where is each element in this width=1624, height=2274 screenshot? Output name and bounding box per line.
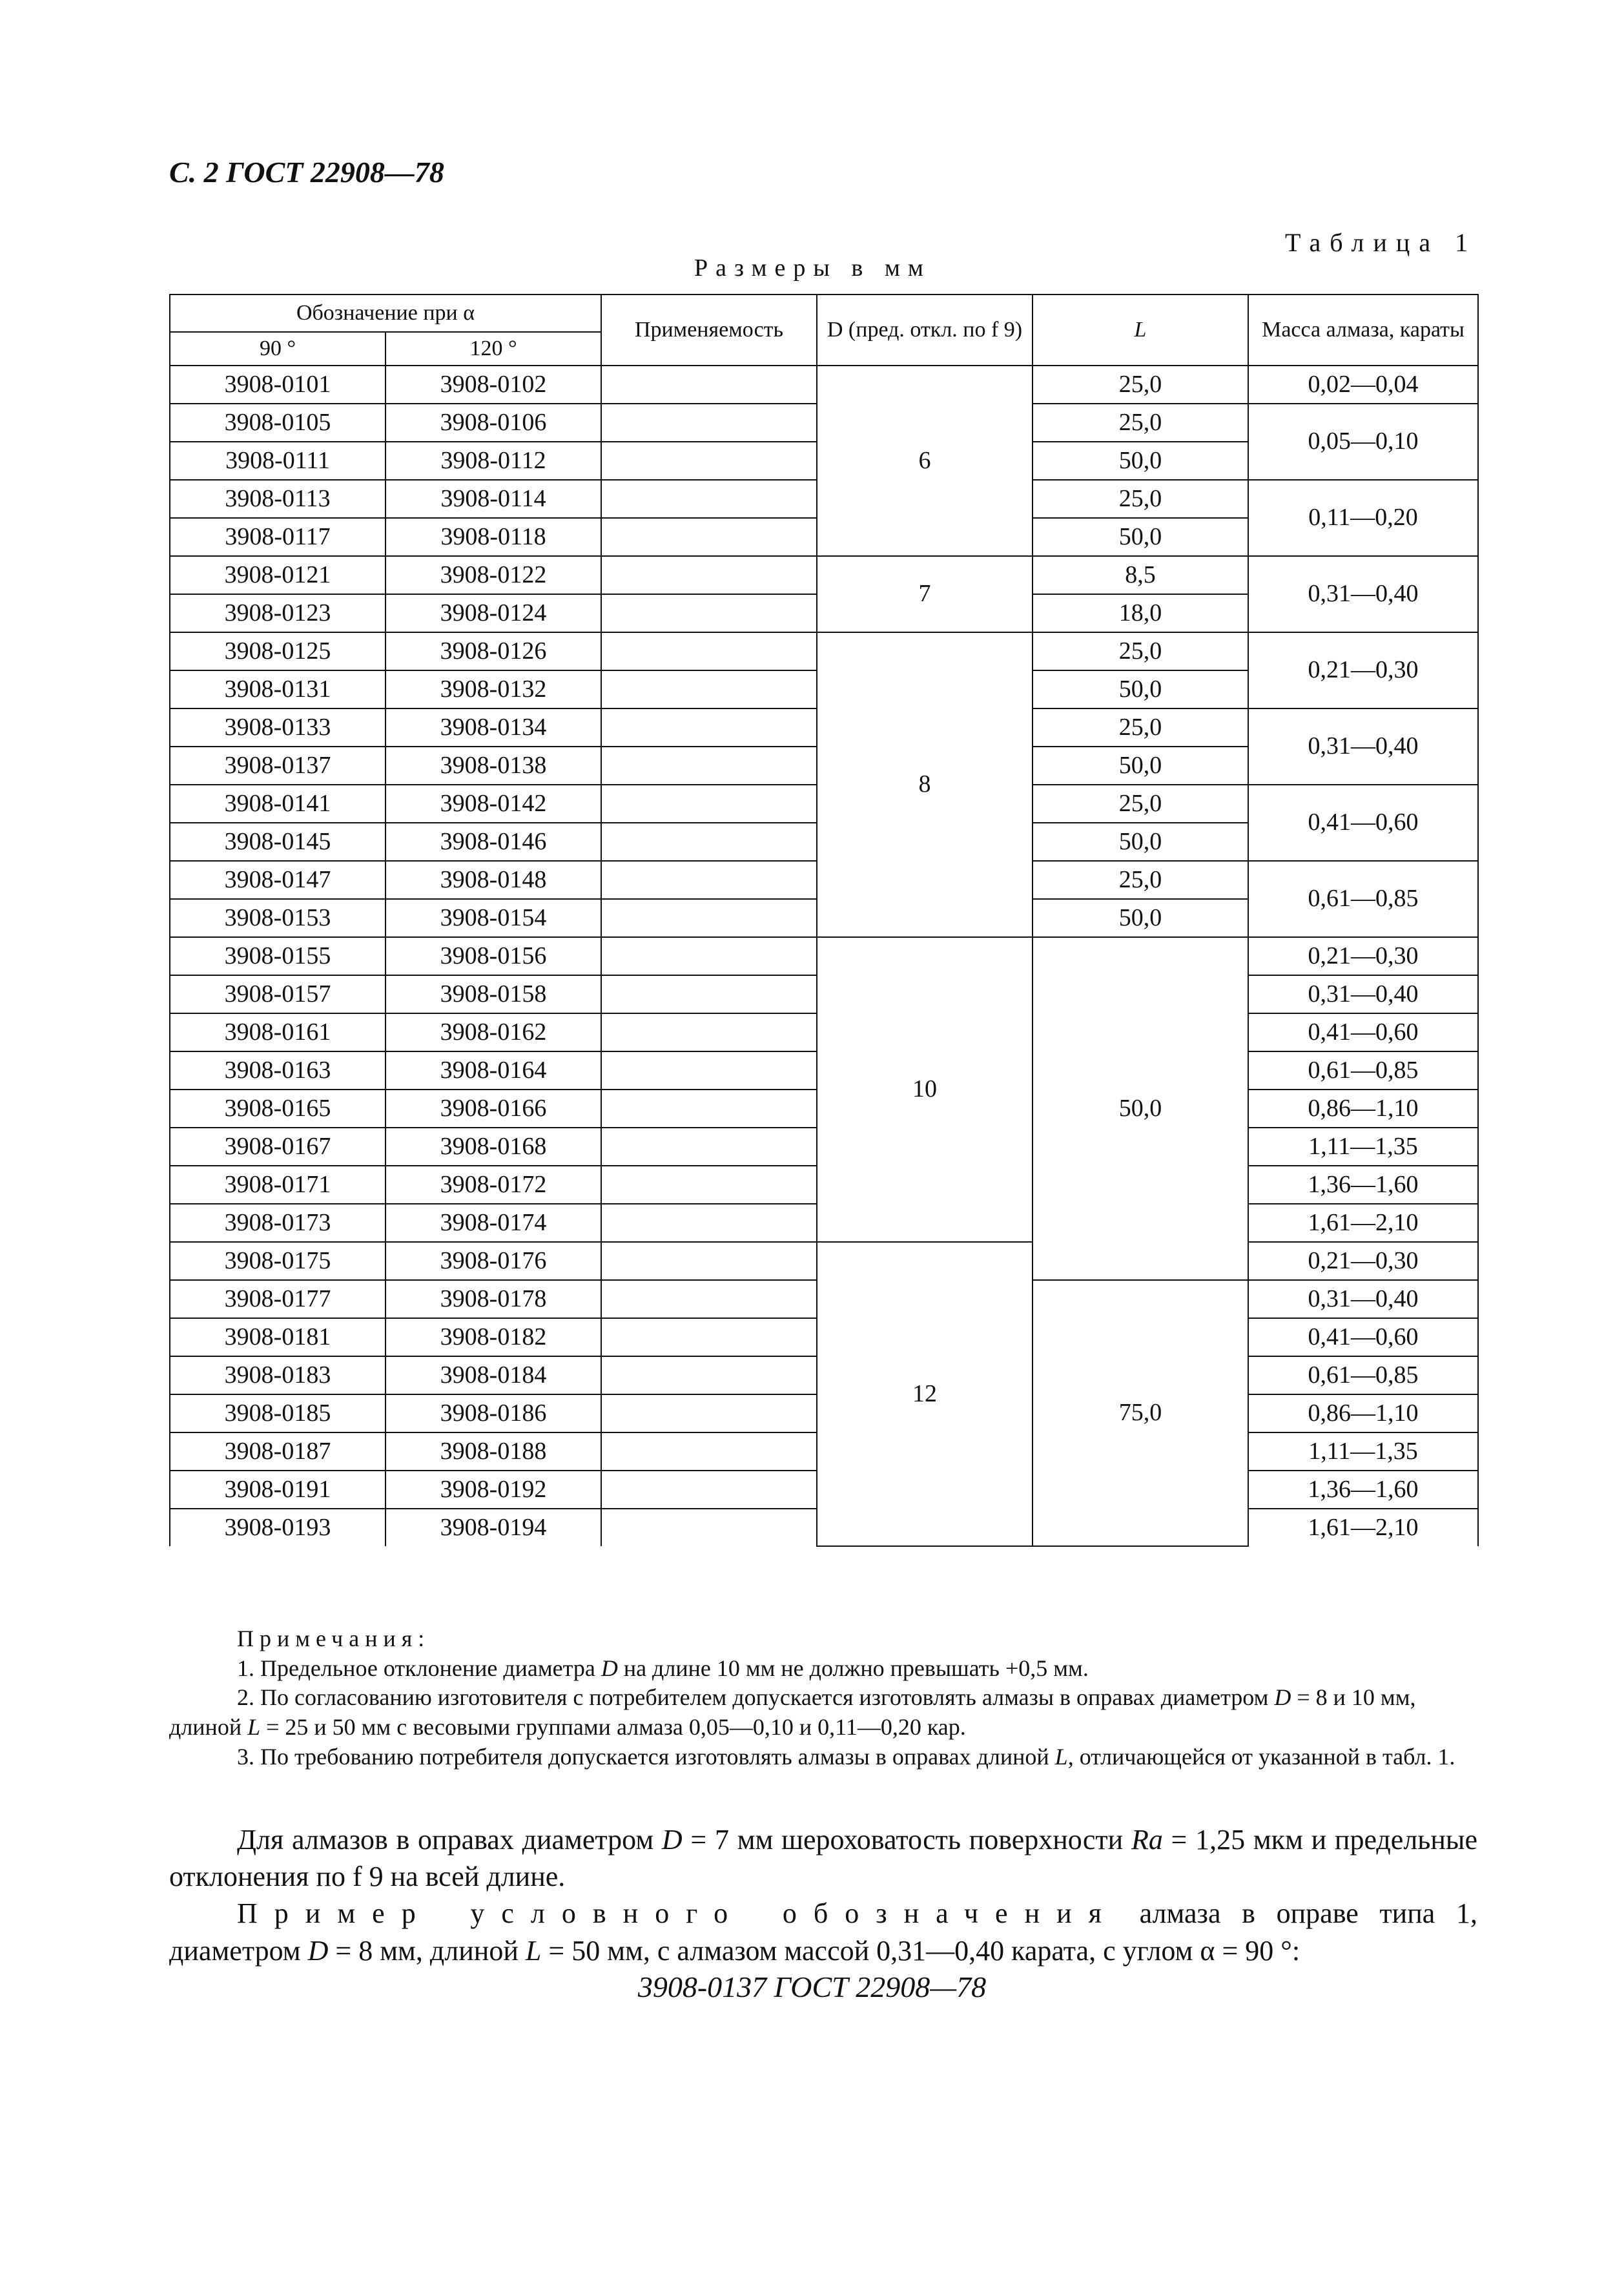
mass-cell: 0,21—0,30 <box>1248 632 1478 708</box>
designation-120: 3908-0188 <box>385 1432 601 1471</box>
mass-cell: 0,05—0,10 <box>1248 404 1478 480</box>
designation-120: 3908-0166 <box>385 1090 601 1128</box>
designation-90: 3908-0133 <box>170 708 385 747</box>
applicability-cell <box>601 1090 817 1128</box>
mass-cell: 0,41—0,60 <box>1248 1318 1478 1356</box>
designation-90: 3908-0165 <box>170 1090 385 1128</box>
designation-90: 3908-0175 <box>170 1242 385 1280</box>
designation-90: 3908-0187 <box>170 1432 385 1471</box>
table-row <box>170 366 1478 404</box>
header-mass: Масса алмаза, караты <box>1248 295 1478 366</box>
applicability-cell <box>601 1166 817 1204</box>
length-cell: 25,0 <box>1033 632 1248 670</box>
designation-90: 3908-0157 <box>170 975 385 1013</box>
applicability-cell <box>601 404 817 442</box>
diameter-cell: 12 <box>817 1242 1033 1546</box>
mass-cell: 0,21—0,30 <box>1248 937 1478 975</box>
designation-90: 3908-0153 <box>170 899 385 937</box>
applicability-cell <box>601 594 817 632</box>
applicability-cell <box>601 1204 817 1242</box>
applicability-cell <box>601 1128 817 1166</box>
applicability-cell <box>601 1318 817 1356</box>
designation-120: 3908-0132 <box>385 670 601 708</box>
table-row <box>170 1242 1478 1280</box>
designation-120: 3908-0138 <box>385 747 601 785</box>
designation-120: 3908-0146 <box>385 823 601 861</box>
notes-section <box>169 1624 1477 1772</box>
diameter-cell: 10 <box>817 937 1033 1242</box>
designation-120: 3908-0126 <box>385 632 601 670</box>
designation-90: 3908-0147 <box>170 861 385 899</box>
applicability-cell <box>601 937 817 975</box>
designation-120: 3908-0182 <box>385 1318 601 1356</box>
example-designation: 3908-0137 ГОСТ 22908—78 <box>637 1970 987 2003</box>
designation-90: 3908-0101 <box>170 366 385 404</box>
mass-cell: 0,86—1,10 <box>1248 1090 1478 1128</box>
mass-cell: 0,61—0,85 <box>1248 1356 1478 1394</box>
designation-120: 3908-0186 <box>385 1394 601 1432</box>
designation-120: 3908-0178 <box>385 1280 601 1318</box>
applicability-cell <box>601 632 817 670</box>
length-cell: 25,0 <box>1033 785 1248 823</box>
designation-120: 3908-0174 <box>385 1204 601 1242</box>
designation-90: 3908-0123 <box>170 594 385 632</box>
length-cell: 50,0 <box>1033 899 1248 937</box>
applicability-cell <box>601 1013 817 1051</box>
applicability-cell <box>601 366 817 404</box>
mass-cell: 0,86—1,10 <box>1248 1394 1478 1432</box>
length-cell: 50,0 <box>1033 823 1248 861</box>
designation-90: 3908-0145 <box>170 823 385 861</box>
length-cell: 50,0 <box>1033 747 1248 785</box>
diameter-cell: 7 <box>817 556 1033 632</box>
designation-120: 3908-0112 <box>385 442 601 480</box>
designation-120: 3908-0184 <box>385 1356 601 1394</box>
designation-120: 3908-0114 <box>385 480 601 518</box>
applicability-cell <box>601 1471 817 1509</box>
applicability-cell <box>601 1051 817 1090</box>
diameter-cell: 6 <box>817 366 1033 556</box>
designation-120: 3908-0158 <box>385 975 601 1013</box>
page-header: С. 2 ГОСТ 22908—78 <box>169 156 444 189</box>
applicability-cell <box>601 1394 817 1432</box>
designation-90: 3908-0191 <box>170 1471 385 1509</box>
paragraph-example: Пример условного обозначения алмаза в оправе типа 1, диаметром D = 8 мм, длиной L = 50 мм, с алмазом массой 0,31—0,40 карата, с углом α = 90 °: <box>169 1897 1477 1967</box>
mass-cell: 0,31—0,40 <box>1248 708 1478 785</box>
specification-table <box>169 294 1479 1547</box>
length-cell: 8,5 <box>1033 556 1248 594</box>
designation-90: 3908-0137 <box>170 747 385 785</box>
designation-120: 3908-0156 <box>385 937 601 975</box>
length-cell: 18,0 <box>1033 594 1248 632</box>
designation-120: 3908-0168 <box>385 1128 601 1166</box>
designation-90: 3908-0125 <box>170 632 385 670</box>
designation-120: 3908-0172 <box>385 1166 601 1204</box>
mass-cell: 0,61—0,85 <box>1248 1051 1478 1090</box>
mass-cell: 0,41—0,60 <box>1248 785 1478 861</box>
length-cell: 75,0 <box>1033 1280 1248 1546</box>
designation-90: 3908-0193 <box>170 1509 385 1546</box>
length-cell: 50,0 <box>1033 937 1248 1280</box>
table-row <box>170 556 1478 594</box>
applicability-cell <box>601 861 817 899</box>
applicability-cell <box>601 518 817 556</box>
designation-120: 3908-0162 <box>385 1013 601 1051</box>
designation-90: 3908-0113 <box>170 480 385 518</box>
notes-title: Примечания: <box>237 1626 431 1651</box>
applicability-cell <box>601 747 817 785</box>
note-1: 1. Предельное отклонение диаметра D на длине 10 мм не должно превышать +0,5 мм. <box>237 1655 1089 1681</box>
mass-cell: 0,21—0,30 <box>1248 1242 1478 1280</box>
header-angle-90: 90 ° <box>170 332 385 366</box>
designation-90: 3908-0181 <box>170 1318 385 1356</box>
paragraph-roughness: Для алмазов в оправах диаметром D = 7 мм шероховатость поверхности Ra = 1,25 мкм и предельные отклонения по f 9 на всей длине. <box>169 1824 1477 1893</box>
mass-cell: 1,11—1,35 <box>1248 1432 1478 1471</box>
designation-90: 3908-0131 <box>170 670 385 708</box>
header-length: L <box>1033 295 1248 366</box>
header-diameter: D (пред. откл. по f 9) <box>817 295 1033 366</box>
designation-120: 3908-0142 <box>385 785 601 823</box>
applicability-cell <box>601 823 817 861</box>
designation-90: 3908-0155 <box>170 937 385 975</box>
applicability-cell <box>601 480 817 518</box>
note-3: 3. По требованию потребителя допускается изготовлять алмазы в оправах длиной L, отличающейся от указанной в табл. 1. <box>237 1743 1455 1770</box>
mass-cell: 1,36—1,60 <box>1248 1471 1478 1509</box>
designation-90: 3908-0171 <box>170 1166 385 1204</box>
designation-90: 3908-0185 <box>170 1394 385 1432</box>
designation-90: 3908-0105 <box>170 404 385 442</box>
designation-90: 3908-0183 <box>170 1356 385 1394</box>
designation-120: 3908-0194 <box>385 1509 601 1546</box>
designation-90: 3908-0163 <box>170 1051 385 1090</box>
mass-cell: 0,31—0,40 <box>1248 1280 1478 1318</box>
length-cell: 50,0 <box>1033 518 1248 556</box>
note-2: 2. По согласованию изготовителя с потребителем допускается изготовлять алмазы в оправах диаметром D = 8 и 10 мм, длиной L = 25 и 50 мм с весовыми группами алмаза 0,05—0,10 и 0,11—0,20 кар. <box>169 1684 1416 1741</box>
designation-90: 3908-0161 <box>170 1013 385 1051</box>
length-cell: 50,0 <box>1033 442 1248 480</box>
body-text <box>169 1821 1477 1969</box>
designation-120: 3908-0154 <box>385 899 601 937</box>
mass-cell: 0,31—0,40 <box>1248 556 1478 632</box>
mass-cell: 0,11—0,20 <box>1248 480 1478 556</box>
designation-90: 3908-0141 <box>170 785 385 823</box>
table-body <box>170 366 1478 1546</box>
applicability-cell <box>601 670 817 708</box>
length-cell: 50,0 <box>1033 670 1248 708</box>
length-cell: 25,0 <box>1033 708 1248 747</box>
units-label: Размеры в мм <box>694 254 931 282</box>
length-cell: 25,0 <box>1033 480 1248 518</box>
applicability-cell <box>601 1280 817 1318</box>
applicability-cell <box>601 899 817 937</box>
applicability-cell <box>601 975 817 1013</box>
mass-cell: 1,11—1,35 <box>1248 1128 1478 1166</box>
designation-120: 3908-0134 <box>385 708 601 747</box>
designation-120: 3908-0118 <box>385 518 601 556</box>
mass-cell: 1,36—1,60 <box>1248 1166 1478 1204</box>
designation-90: 3908-0177 <box>170 1280 385 1318</box>
applicability-cell <box>601 785 817 823</box>
mass-cell: 0,61—0,85 <box>1248 861 1478 937</box>
mass-cell: 1,61—2,10 <box>1248 1204 1478 1242</box>
table-row <box>170 632 1478 670</box>
header-angle-120: 120 ° <box>385 332 601 366</box>
designation-120: 3908-0192 <box>385 1471 601 1509</box>
applicability-cell <box>601 708 817 747</box>
applicability-cell <box>601 556 817 594</box>
diameter-cell: 8 <box>817 632 1033 937</box>
length-cell: 25,0 <box>1033 861 1248 899</box>
table-row <box>170 937 1478 975</box>
length-cell: 25,0 <box>1033 366 1248 404</box>
designation-120: 3908-0106 <box>385 404 601 442</box>
applicability-cell <box>601 1509 817 1546</box>
designation-90: 3908-0173 <box>170 1204 385 1242</box>
length-cell: 25,0 <box>1033 404 1248 442</box>
applicability-cell <box>601 1432 817 1471</box>
designation-120: 3908-0164 <box>385 1051 601 1090</box>
mass-cell: 1,61—2,10 <box>1248 1509 1478 1546</box>
applicability-cell <box>601 442 817 480</box>
header-applicability: Применяемость <box>601 295 817 366</box>
applicability-cell <box>601 1356 817 1394</box>
mass-cell: 0,41—0,60 <box>1248 1013 1478 1051</box>
designation-90: 3908-0111 <box>170 442 385 480</box>
designation-90: 3908-0117 <box>170 518 385 556</box>
applicability-cell <box>601 1242 817 1280</box>
mass-cell: 0,31—0,40 <box>1248 975 1478 1013</box>
designation-90: 3908-0167 <box>170 1128 385 1166</box>
designation-90: 3908-0121 <box>170 556 385 594</box>
mass-cell: 0,02—0,04 <box>1248 366 1478 404</box>
designation-120: 3908-0102 <box>385 366 601 404</box>
designation-120: 3908-0122 <box>385 556 601 594</box>
table-number-label: Таблица 1 <box>1285 228 1477 257</box>
header-designation: Обозначение при α <box>170 295 601 332</box>
designation-120: 3908-0176 <box>385 1242 601 1280</box>
designation-120: 3908-0124 <box>385 594 601 632</box>
designation-120: 3908-0148 <box>385 861 601 899</box>
